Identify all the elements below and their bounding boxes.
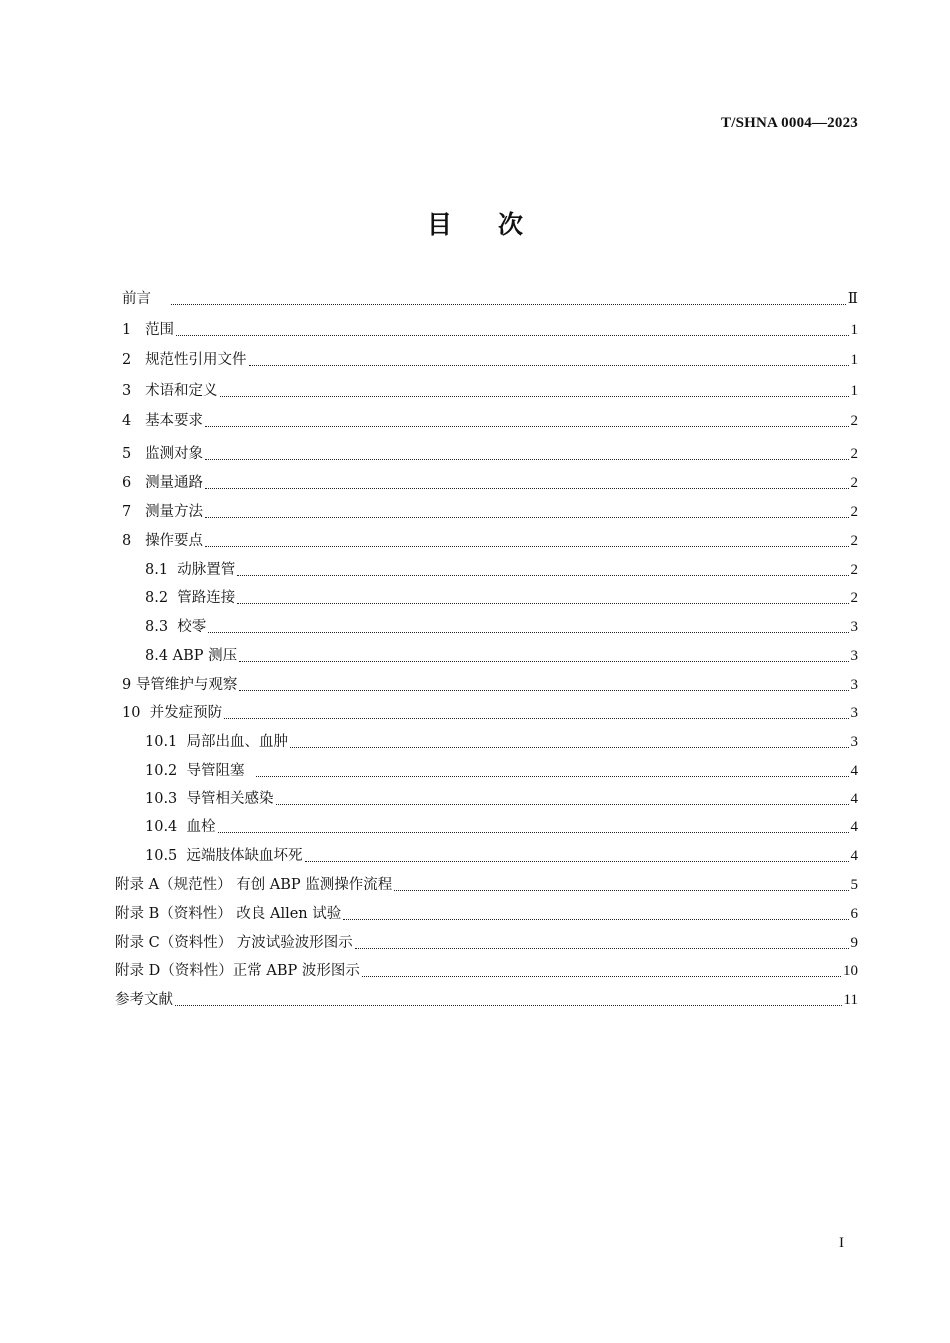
- toc-entry-number: 2: [122, 352, 132, 368]
- toc-entry-5[interactable]: [122, 443, 858, 463]
- toc-entry-8-4[interactable]: [145, 645, 858, 665]
- toc-dot-leader: [205, 545, 848, 547]
- toc-entry-10-1[interactable]: [145, 731, 858, 751]
- toc-entry-page: 11: [843, 992, 858, 1008]
- toc-entry-page: 3: [850, 677, 858, 693]
- toc-entry-label: 8.3 校零: [145, 619, 207, 635]
- toc-entry-page: 3: [850, 648, 858, 664]
- toc-entry-label: 10.5 远端肢体缺血坏死: [145, 848, 303, 864]
- toc-entry-number: 10.5: [145, 848, 178, 864]
- toc-entry-number: 8.2: [145, 590, 169, 606]
- toc-entry-appendix-a[interactable]: [115, 874, 858, 894]
- toc-entry-page: 1: [850, 322, 858, 338]
- toc-entry-references[interactable]: [115, 989, 858, 1009]
- toc-entry-3[interactable]: [122, 380, 858, 400]
- toc-entry-number: 10.1: [145, 734, 178, 750]
- toc-entry-page: 1: [850, 383, 858, 399]
- toc-entry-page: 2: [850, 446, 858, 462]
- toc-entry-10-4[interactable]: [145, 816, 858, 836]
- toc-entry-label: 6 测量通路: [122, 475, 204, 491]
- toc-entry-1[interactable]: [122, 319, 858, 339]
- toc-dot-leader: [239, 660, 848, 662]
- toc-entry-page: 2: [850, 475, 858, 491]
- toc-entry-page: 4: [850, 819, 858, 835]
- toc-entry-page: 2: [850, 590, 858, 606]
- toc-entry-label: 10.2 导管阻塞: [145, 763, 245, 779]
- toc-entry-8-3[interactable]: [145, 616, 858, 636]
- toc-entry-number: 1: [122, 322, 132, 338]
- toc-entry-number: 8.4: [145, 648, 169, 664]
- toc-dot-leader: [175, 1004, 842, 1006]
- toc-entry-8-1[interactable]: [145, 559, 858, 579]
- toc-entry-label: 8.4 ABP 测压: [145, 648, 238, 664]
- toc-entry-8[interactable]: [122, 530, 858, 550]
- toc-entry-page: 2: [850, 533, 858, 549]
- toc-entry-label: 附录 D（资料性）正常 ABP 波形图示: [115, 963, 360, 979]
- toc-dot-leader: [205, 458, 848, 460]
- toc-entry-number: 5: [122, 446, 132, 462]
- toc-entry-label: 10.3 导管相关感染: [145, 791, 274, 807]
- toc-dot-leader: [362, 975, 841, 977]
- toc-entry-page: 3: [850, 705, 858, 721]
- toc-dot-leader: [171, 303, 845, 305]
- toc-dot-leader: [176, 334, 848, 336]
- toc-dot-leader: [290, 746, 848, 748]
- toc-entry-number: 8: [122, 533, 132, 549]
- toc-entry-label: 7 测量方法: [122, 504, 204, 520]
- toc-entry-7[interactable]: [122, 501, 858, 521]
- toc-dot-leader: [256, 775, 849, 777]
- toc-entry-label: 附录 B（资料性） 改良 Allen 试验: [115, 906, 342, 922]
- toc-entry-number: 8.1: [145, 562, 169, 578]
- toc-entry-page: 9: [850, 935, 858, 951]
- toc-entry-label: 8.1 动脉置管: [145, 562, 236, 578]
- toc-entry-label: 1 范围: [122, 322, 175, 338]
- toc-entry-page: 2: [850, 562, 858, 578]
- toc-entry-label: 5 监测对象: [122, 446, 204, 462]
- toc-entry-2[interactable]: [122, 349, 858, 369]
- toc-entry-10-2[interactable]: [145, 760, 858, 780]
- toc-dot-leader: [224, 717, 848, 719]
- toc-entry-number: 10: [122, 705, 141, 721]
- toc-dot-leader: [205, 516, 848, 518]
- toc-entry-page: 3: [850, 734, 858, 750]
- toc-entry-page: 10: [843, 963, 858, 979]
- page-number: I: [839, 1235, 844, 1251]
- toc-entry-label: 前言: [122, 291, 151, 307]
- toc-entry-page: 5: [850, 877, 858, 893]
- toc-dot-leader: [205, 487, 848, 489]
- toc-entry-label: 3 术语和定义: [122, 383, 218, 399]
- toc-entry-appendix-c[interactable]: [115, 932, 858, 952]
- toc-entry-number: 7: [122, 504, 132, 520]
- toc-entry-page: Ⅱ: [847, 291, 858, 307]
- toc-entry-label: 9 导管维护与观察: [122, 677, 238, 693]
- toc-entry-appendix-d[interactable]: [115, 960, 858, 980]
- toc-entry-8-2[interactable]: [145, 587, 858, 607]
- toc-entry-label: 8.2 管路连接: [145, 590, 236, 606]
- toc-entry-10[interactable]: [122, 702, 858, 722]
- toc-dot-leader: [276, 803, 849, 805]
- toc-entry-4[interactable]: [122, 410, 858, 430]
- toc-entry-appendix-b[interactable]: [115, 903, 858, 923]
- toc-entry-page: 2: [850, 413, 858, 429]
- toc-dot-leader: [305, 860, 849, 862]
- toc-entry-number: 10.2: [145, 763, 178, 779]
- toc-entry-label: 8 操作要点: [122, 533, 204, 549]
- toc-dot-leader: [249, 364, 849, 366]
- toc-entry-number: 3: [122, 383, 132, 399]
- toc-entry-label: 2 规范性引用文件: [122, 352, 247, 368]
- toc-entry-number: 9: [122, 677, 132, 693]
- toc-entry-page: 6: [850, 906, 858, 922]
- toc-dot-leader: [239, 689, 848, 691]
- toc-entry-label: 参考文献: [115, 992, 173, 1008]
- toc-entry-label: 10.4 血栓: [145, 819, 216, 835]
- toc-entry-number: 4: [122, 413, 132, 429]
- toc-dot-leader: [237, 602, 848, 604]
- toc-dot-leader: [220, 395, 849, 397]
- toc-title: 目次: [426, 210, 569, 239]
- toc-entry-number: 6: [122, 475, 132, 491]
- toc-entry-label: 附录 C（资料性） 方波试验波形图示: [115, 935, 353, 951]
- toc-entry-label: 附录 A（规范性） 有创 ABP 监测操作流程: [115, 877, 393, 893]
- toc-entry-page: 2: [850, 504, 858, 520]
- toc-entry-number: 8.3: [145, 619, 169, 635]
- toc-entry-number: 10.3: [145, 791, 178, 807]
- toc-entry-page: 3: [850, 619, 858, 635]
- toc-entry-9[interactable]: [122, 674, 858, 694]
- toc-entry-foreword[interactable]: [122, 288, 858, 308]
- toc-entry-label: 10.1 局部出血、血肿: [145, 734, 289, 750]
- toc-dot-leader: [208, 631, 848, 633]
- toc-dot-leader: [237, 574, 848, 576]
- toc-dot-leader: [218, 831, 849, 833]
- toc-entry-6[interactable]: [122, 472, 858, 492]
- toc-entry-page: 4: [850, 763, 858, 779]
- document-code: T/SHNA 0004—2023: [721, 115, 858, 131]
- toc-dot-leader: [343, 918, 848, 920]
- toc-dot-leader: [205, 425, 848, 427]
- toc-entry-10-3[interactable]: [145, 788, 858, 808]
- toc-entry-page: 1: [850, 352, 858, 368]
- toc-entry-page: 4: [850, 791, 858, 807]
- toc-entry-number: 10.4: [145, 819, 178, 835]
- toc-dot-leader: [394, 889, 848, 891]
- toc-entry-label: 4 基本要求: [122, 413, 204, 429]
- toc-dot-leader: [355, 947, 849, 949]
- toc-entry-page: 4: [850, 848, 858, 864]
- toc-entry-label: 10 并发症预防: [122, 705, 223, 721]
- toc-entry-10-5[interactable]: [145, 845, 858, 865]
